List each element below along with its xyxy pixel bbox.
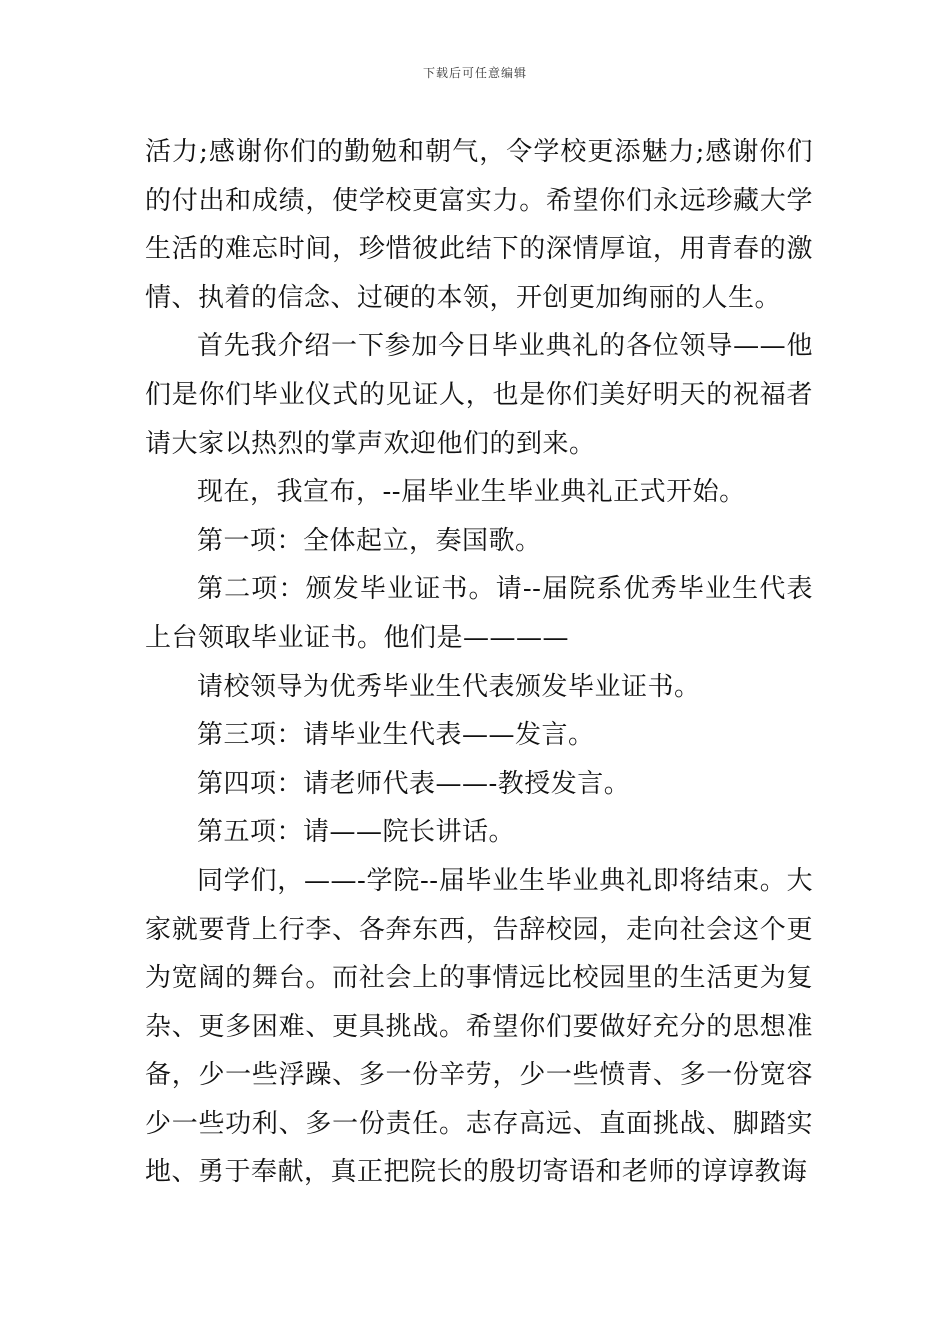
paragraph-ceremony-start: 现在，我宣布，--届毕业生毕业典礼正式开始。	[197, 477, 746, 508]
paragraph-item-5: 第五项：请——院长讲话。	[197, 817, 516, 848]
paragraph-item-4: 第四项：请老师代表——-教授发言。	[197, 768, 631, 799]
paragraph-closing-thanks: 活力;感谢你们的勤勉和朝气，令学校更添魅力;感谢你们的付出和成绩，使学校更富实力。希望你们永远珍藏大学生活的难忘时间，珍惜彼此结下的深情厚谊，用青春的激情、执着的信念、过硬的本领，开创更加绚丽的人生。	[145, 137, 813, 313]
paragraph-item-2: 第二项：颁发毕业证书。请--届院系优秀毕业生代表上台领取毕业证书。他们是————	[145, 574, 813, 653]
paragraph-item-3: 第三项：请毕业生代表——发言。	[197, 720, 595, 751]
paragraph-introduce-leaders: 首先我介绍一下参加今日毕业典礼的各位领导——他们是你们毕业仪式的见证人，也是你们美好明天的祝福者请大家以热烈的掌声欢迎他们的到来。	[145, 331, 813, 459]
document-body	[145, 128, 813, 1197]
paragraph-closing-remarks: 同学们，——-学院--届毕业生毕业典礼即将结束。大家就要背上行李、各奔东西，告辞校园，走向社会这个更为宽阔的舞台。而社会上的事情远比校园里的生活更为复杂、更多困难、更具挑战。希望你们要做好充分的思想准备，少一些浮躁、多一份辛劳，少一些愤青、多一份宽容少一些功利、多一份责任。志存高远、直面挑战、脚踏实地、勇于奉献，真正把院长的殷切寄语和老师的谆谆教诲	[145, 865, 813, 1188]
page-header: 下载后可任意编辑	[422, 66, 527, 80]
paragraph-item-1: 第一项：全体起立，奏国歌。	[197, 525, 542, 556]
paragraph-award-certificates: 请校领导为优秀毕业生代表颁发毕业证书。	[197, 671, 701, 702]
